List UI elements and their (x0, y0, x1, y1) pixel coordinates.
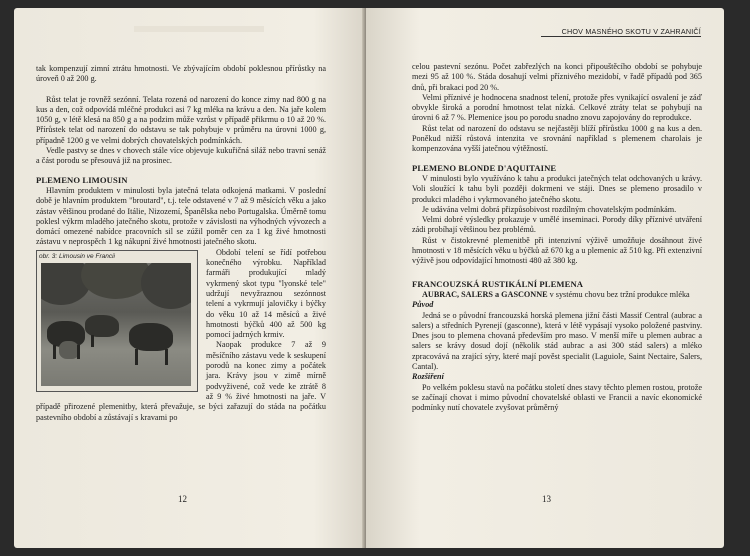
paragraph: tak kompenzují zimní ztrátu hmotnosti. Ve zbývajícím období poklesnou přírůstky na úroveň 0 až 200 g. (36, 64, 326, 84)
cattle-photo (41, 263, 191, 386)
figure-limousin-photo (36, 250, 198, 392)
paragraph: Růst v čistokrevné plemenitbě při intenzivní výživě umožňuje dosáhnout živé hmotnosti v 18 měsících věku u býčků až 670 kg a u plemenic až 510 kg. Při extenzivní výživě jsou odpovídající hmotnosti 480 až 380 kg. (412, 235, 702, 266)
breed-names: AUBRAC, SALERS a GASCONNE (422, 289, 548, 299)
section-heading-rustic-breeds: FRANCOUZSKÁ RUSTIKÁLNÍ PLEMENA (412, 278, 584, 289)
faded-header-mark (134, 26, 264, 32)
paragraph: Růst telat je rovněž sezónní. Telata rozená od narození do konce zimy nad 800 g na kus a den, což odpovídá mléčné produkci asi 7 kg mléka na krávu a den. Na jaře kolem 1050 g, v létě klesá na 850 g a na podzim může vzrůst v případě přikrmu o 10 až 20 %. Přírůstek telat od narození do odstavu se tak pohybuje v průměru na úrovni 1000 g, případně 1200 g ve velmi dobrých chovatelských podmínkách. (36, 94, 326, 145)
paragraph: Hlavním produktem v minulosti byla jatečná telata odkojená matkami. V poslední době je hlavním produktem "broutard", t.j. tele odstavené v 7 až 9 měsících věku a jako zástav většinou prodané do Itálie, Nizozemí, Španělska nebo Portugalska. Úměrně tomu poklesl výkrm mladého jatečného skotu, protože v závislosti na výhodných vývozech a domácí omezené nabídce pracovních sil se zúžil poměr cen za 1 kg živé hmotnosti zástavu v neprospěch 1 kg nákupní živé hmotnosti jatečného skotu. (36, 185, 326, 247)
paragraph: Vedle pastvy se dnes v chovech stále více objevuje kukuřičná siláž nebo travní senáž a část porodu se přesouvá již na prosinec. (36, 146, 326, 166)
paragraph: Jedná se o původní francouzská horská plemena jižní části Massif Central (aubrac a salers) a středních Pyrenejí (gasconne), která v létě vypásají vysoko položené pastviny. Dnes jsou to plemena chovaná především pro maso. V menší míře u plemen aubrac a salers se krávy dosud dojí (několik stád aubrac a asi 300 stád salers) a mléko zpracovává na zrající sýry, které mají pověst specialit (Laguiole, Saint Nectaire, Salers, Cantal). (412, 310, 702, 372)
paragraph: Velmi dobré výsledky prokazuje v umělé inseminaci. Porody díky příznivé utváření zádi probíhají většinou bez problémů. (412, 215, 702, 235)
right-page (366, 8, 724, 548)
left-page-text (36, 64, 326, 423)
paragraph: Po velkém poklesu stavů na počátku století dnes stavy těchto plemen rostou, protože se začínají chovat i mimo původní chovatelské oblasti ve Francii a navíc ekonomické podmínky nutí chovatele zvyšovat průměrný (412, 382, 702, 413)
paragraph: V minulosti bylo využíváno k tahu a produkci jatečných telat odchovaných u krávy. Voli sloužící k tahu byli později dokrmeni ve stáji. Dnes se plemeno prosadilo v produkci mladého i vykrmovaného jatečného skotu. (412, 173, 702, 204)
paragraph: celou pastevní sezónu. Počet zabřezlých na konci připouštěcího období se pohybuje mezi 95 až 100 %. Stáda dosahují velmi příznivého mezidobí, v řadě případů pod 365 dnů, při brakaci pod 20 %. (412, 62, 702, 92)
paragraph: Velmi příznivé je hodnocena snadnost telení, protože přes vynikající osvalení je záď obvykle široká a porodní hmotnost telat nízká. Celkové ztráty telat se pohybují na úrovni 6 až 7 %. Plemenice jsou po porodu snadno znovu zapojovány do reprodukce. (412, 92, 702, 123)
breed-system-text: v systému chovu bez tržní produkce mléka (549, 289, 690, 299)
subheading-distribution: Rozšíření (412, 372, 444, 382)
subheading-origin: Původ (412, 300, 434, 310)
paragraph: Období telení se řídí potřebou konečného výrobku. Například farmáři produkující mladý vykrmený skot typu "lyonské tele" udržují nevyžraznou sezónnost telení a vykrmují jalovičky i býčky do věku 10 až 14 měsíců a živé hmotnosti býčků 400 až 500 kg pomocí jadrných krmiv. (206, 247, 326, 340)
section-heading-limousin: PLEMENO LIMOUSIN (36, 174, 128, 185)
running-header: CHOV MASNÉHO SKOTU V ZAHRANIČÍ (541, 18, 701, 37)
paragraph: Růst telat od narození do odstavu se nejčastěji blíží přírůstku 1000 g na kus a den. Poněkud nižší růstová intenzita ve srovnání například s plemenem charolais je kompenzována vyšší jatečnou výtěžností. (412, 123, 702, 154)
paragraph: Je udávána velmi dobrá přizpůsobivost rozdílným chovatelským podmínkám. (422, 204, 677, 214)
page-number: 13 (542, 494, 551, 504)
paragraph (412, 290, 702, 300)
section-heading-blonde-daquitaine: PLEMENO BLONDE D'AQUITAINE (412, 162, 557, 173)
left-page (14, 8, 366, 548)
figure-caption: obr. 3: Limousin ve Francii (39, 252, 115, 260)
paragraph: Naopak produkce 7 až 9 měsíčního zástavu vede k seskupení porodů na konec zimy a počátek jara. Krávy jsou v zimě mírně podvyživené, což vede ke ztrátě 8 až 9 % živé hmotnosti na jaře. V případě přirozené plemenitby, která převažuje, se býci zařazují do stáda na počátku pastevního období a zůstávají s kravami po (36, 340, 326, 422)
right-page-text (412, 62, 702, 414)
page-number: 12 (178, 494, 187, 504)
